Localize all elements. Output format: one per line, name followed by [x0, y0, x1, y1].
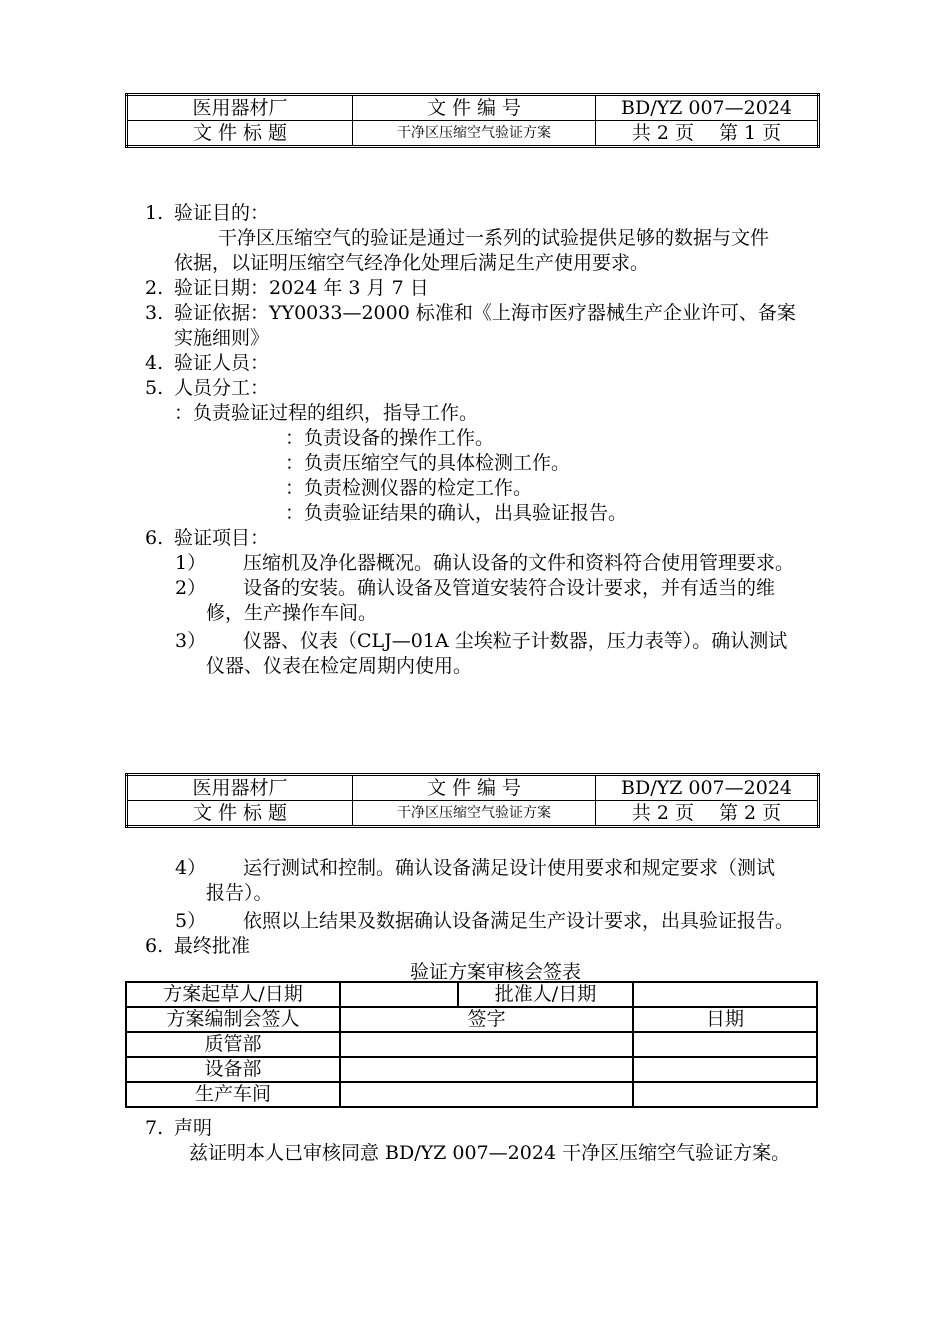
doc-no: BD/YZ 007—2024 [596, 775, 819, 801]
section-1-paragraph-line-2: 依据，以证明压缩空气经净化处理后满足生产使用要求。 [174, 252, 650, 274]
col-header-signers: 方案编制会签人 [126, 1007, 340, 1032]
doc-no-label: 文 件 编 号 [353, 775, 596, 801]
signature-cell [340, 1032, 633, 1057]
page-1-body [145, 201, 885, 679]
col-header-signature: 签字 [340, 1007, 633, 1032]
page-info: 共 2 页 第 1 页 [596, 121, 819, 147]
doc-title-label: 文 件 标 题 [127, 801, 353, 827]
validation-item-2-cont: 修，生产操作车间。 [206, 602, 378, 624]
page-info: 共 2 页 第 2 页 [596, 801, 819, 827]
doc-title: 干净区压缩空气验证方案 [353, 801, 596, 827]
header-table-page-2 [125, 773, 820, 828]
signature-cell [340, 1057, 633, 1082]
doc-title: 干净区压缩空气验证方案 [353, 121, 596, 147]
approver-value [633, 982, 817, 1007]
drafter-value [340, 982, 458, 1007]
drafter-label: 方案起草人/日期 [126, 982, 340, 1007]
validation-item-5: 5） 依照以上结果及数据确认设备满足生产设计要求，出具验证报告。 [175, 910, 795, 932]
org-name: 医用器材厂 [127, 775, 353, 801]
role-item: ：负责验证结果的确认，出具验证报告。 [285, 502, 628, 524]
declaration-text: 兹证明本人已审核同意 BD/YZ 007—2024 干净区压缩空气验证方案。 [189, 1142, 791, 1164]
role-item: ：负责设备的操作工作。 [285, 427, 495, 449]
doc-no: BD/YZ 007—2024 [596, 95, 819, 121]
dept-label: 设备部 [126, 1057, 340, 1082]
section-1-heading: 1. 验证目的： [145, 202, 270, 224]
role-item: ：负责压缩空气的具体检测工作。 [285, 452, 571, 474]
section-3-line-1: 3. 验证依据：YY0033—2000 标准和《上海市医疗器械生产企业许可、备案 [145, 302, 796, 324]
doc-title-label: 文 件 标 题 [127, 121, 353, 147]
approver-label: 批准人/日期 [458, 982, 633, 1007]
sign-table [125, 981, 818, 1108]
validation-item-4: 4） 运行测试和控制。确认设备满足设计使用要求和规定要求（测试 [175, 857, 776, 879]
validation-item-3: 3） 仪器、仪表（CLJ—01A 尘埃粒子计数器，压力表等）。确认测试 [175, 630, 788, 652]
validation-item-4-cont: 报告）。 [206, 882, 273, 904]
validation-item-3-cont: 仪器、仪表在检定周期内使用。 [206, 655, 473, 677]
validation-item-2: 2） 设备的安装。确认设备及管道安装符合设计要求，并有适当的维 [175, 577, 776, 599]
section-7-heading: 7. 声明 [145, 1117, 213, 1139]
date-cell [633, 1082, 817, 1107]
role-item: ：负责验证过程的组织，指导工作。 [174, 402, 479, 424]
section-4: 4. 验证人员： [145, 352, 270, 374]
page-2-body [145, 856, 885, 959]
header-table-page-1 [125, 93, 820, 148]
section-6-heading: 6. 验证项目： [145, 527, 270, 549]
org-name: 医用器材厂 [127, 95, 353, 121]
signature-cell [340, 1082, 633, 1107]
section-6-final-approval: 6. 最终批准 [145, 935, 251, 957]
doc-no-label: 文 件 编 号 [353, 95, 596, 121]
col-header-date: 日期 [633, 1007, 817, 1032]
section-2: 2. 验证日期：2024 年 3 月 7 日 [145, 277, 429, 299]
section-1-paragraph-line-1: 干净区压缩空气的验证是通过一系列的试验提供足够的数据与文件 [218, 227, 770, 249]
section-7 [145, 1116, 885, 1166]
sign-table-title: 验证方案审核会签表 [410, 961, 582, 983]
role-item: ：负责检测仪器的检定工作。 [285, 477, 533, 499]
validation-item-1: 1） 压缩机及净化器概况。确认设备的文件和资料符合使用管理要求。 [175, 552, 795, 574]
date-cell [633, 1032, 817, 1057]
date-cell [633, 1057, 817, 1082]
dept-label: 质管部 [126, 1032, 340, 1057]
section-3-line-2: 实施细则》 [174, 327, 270, 349]
dept-label: 生产车间 [126, 1082, 340, 1107]
section-5-heading: 5. 人员分工： [145, 377, 270, 399]
